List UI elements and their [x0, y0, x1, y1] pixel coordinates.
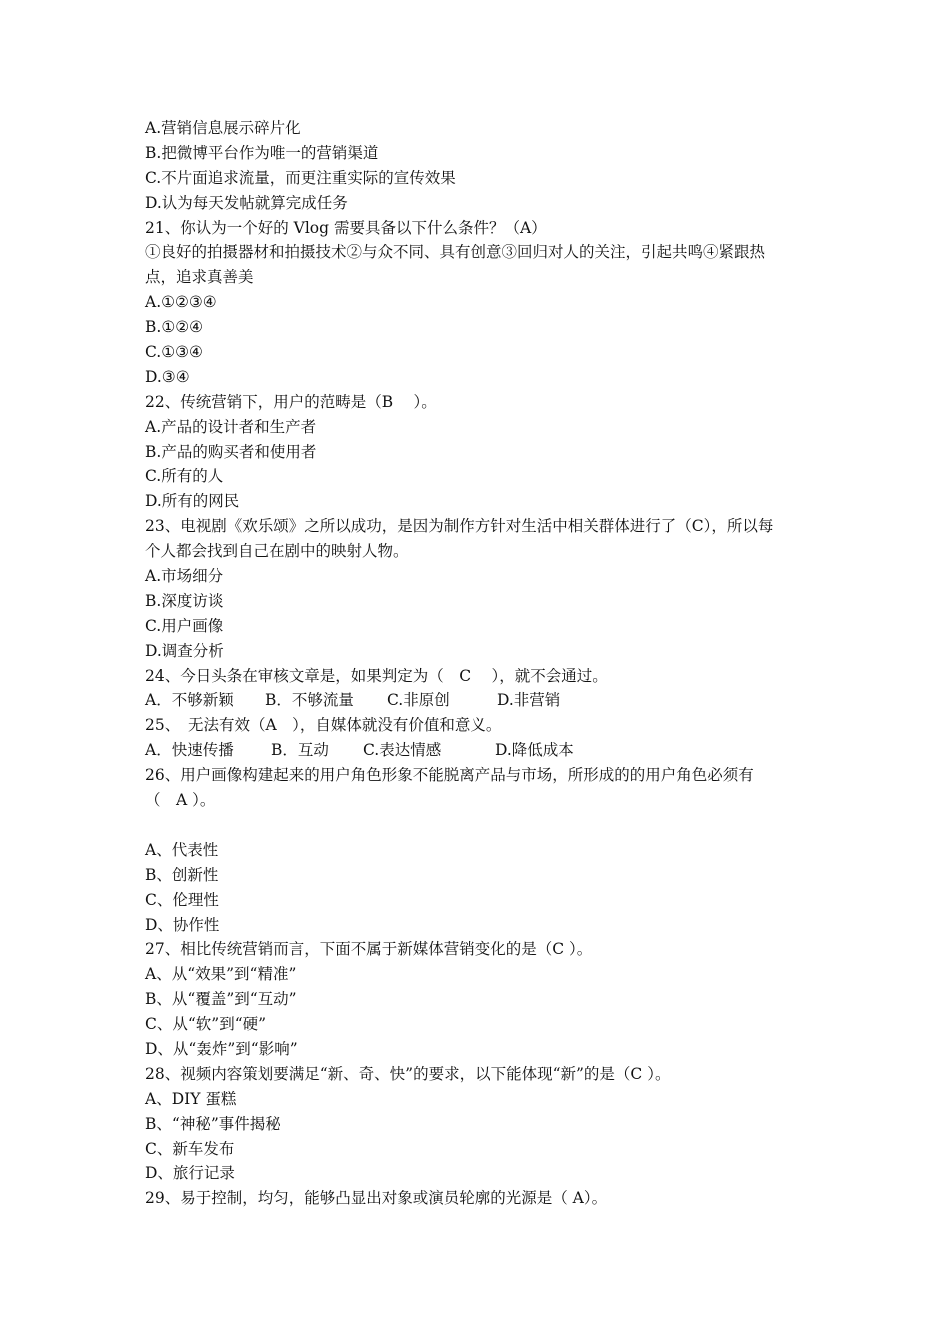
option-line: B、创新性	[145, 865, 219, 884]
option-line: C、伦理性	[145, 890, 219, 909]
option-line: B、从“覆盖”到“互动”	[145, 990, 297, 1009]
option-line: D.③④	[145, 367, 190, 386]
option-d: D.降低成本	[495, 741, 574, 760]
option-line: B.深度访谈	[145, 591, 224, 610]
option-b: B．不够流量	[265, 691, 354, 710]
option-line: C、新车发布	[145, 1139, 235, 1158]
question-24: 24、今日头条在审核文章是，如果判定为（ C ），就不会通过。	[145, 666, 608, 685]
question-24-options	[145, 688, 825, 713]
option-line: C.用户画像	[145, 616, 224, 635]
option-line: A.营销信息展示碎片化	[145, 119, 301, 137]
option-line: B.①②④	[145, 318, 204, 337]
option-b: B．互动	[271, 741, 329, 760]
option-line: A.①②③④	[145, 293, 217, 312]
option-line: D.认为每天发帖就算完成任务	[145, 193, 348, 212]
question-26-cont: （ A ）。	[145, 791, 216, 810]
question-21: 21、你认为一个好的 Vlog 需要具备以下什么条件？（A）	[145, 218, 547, 237]
option-line: D、协作性	[145, 915, 220, 934]
question-25: 25、 无法有效（A ），自媒体就没有价值和意义。	[145, 716, 502, 735]
option-a: A．快速传播	[145, 741, 234, 760]
option-c: C.非原创	[387, 691, 450, 710]
question-22: 22、传统营销下，用户的范畴是（B ）。	[145, 392, 437, 411]
option-line: D、从“轰炸”到“影响”	[145, 1039, 298, 1058]
option-line: C.所有的人	[145, 467, 224, 486]
document-body	[145, 116, 825, 1211]
question-27: 27、相比传统营销而言，下面不属于新媒体营销变化的是（C ）。	[145, 940, 593, 959]
blank-line	[145, 813, 825, 838]
option-a: A．不够新颖	[145, 691, 234, 710]
question-23: 23、电视剧《欢乐颂》之所以成功，是因为制作方针对生活中相关群体进行了（C），所以每	[145, 517, 774, 536]
option-line: B.产品的购买者和使用者	[145, 442, 317, 461]
option-line: A.产品的设计者和生产者	[145, 417, 317, 436]
option-c: C.表达情感	[363, 741, 442, 760]
option-line: C.不片面追求流量，而更注重实际的宣传效果	[145, 168, 456, 187]
option-line: A.市场细分	[145, 567, 224, 586]
question-21-statement-cont: 点，追求真善美	[145, 268, 254, 287]
option-line: D.调查分析	[145, 641, 224, 660]
question-25-options	[145, 738, 825, 763]
question-29: 29、易于控制，均匀，能够凸显出对象或演员轮廓的光源是（ A）。	[145, 1189, 608, 1208]
option-line: C、从“软”到“硬”	[145, 1015, 267, 1034]
question-23-cont: 个人都会找到自己在剧中的映射人物。	[145, 542, 409, 561]
option-line: D、旅行记录	[145, 1164, 235, 1183]
question-26: 26、用户画像构建起来的用户角色形象不能脱离产品与市场，所形成的的用户角色必须有	[145, 766, 754, 785]
option-d: D.非营销	[497, 691, 561, 710]
question-28: 28、视频内容策划要满足“新、奇、快”的要求，以下能体现“新”的是（C ）。	[145, 1064, 671, 1083]
option-line: C.①③④	[145, 343, 203, 362]
question-21-statement: ①良好的拍摄器材和拍摄技术②与众不同、具有创意③回归对人的关注，引起共鸣④紧跟热	[145, 243, 766, 262]
option-line: A、DIY 蛋糕	[145, 1089, 237, 1108]
option-line: D.所有的网民	[145, 492, 240, 511]
option-line: A、代表性	[145, 840, 219, 859]
option-line: A、从“效果”到“精准”	[145, 965, 297, 984]
option-line: B、“神秘”事件揭秘	[145, 1114, 281, 1133]
option-line: B.把微博平台作为唯一的营销渠道	[145, 143, 379, 162]
